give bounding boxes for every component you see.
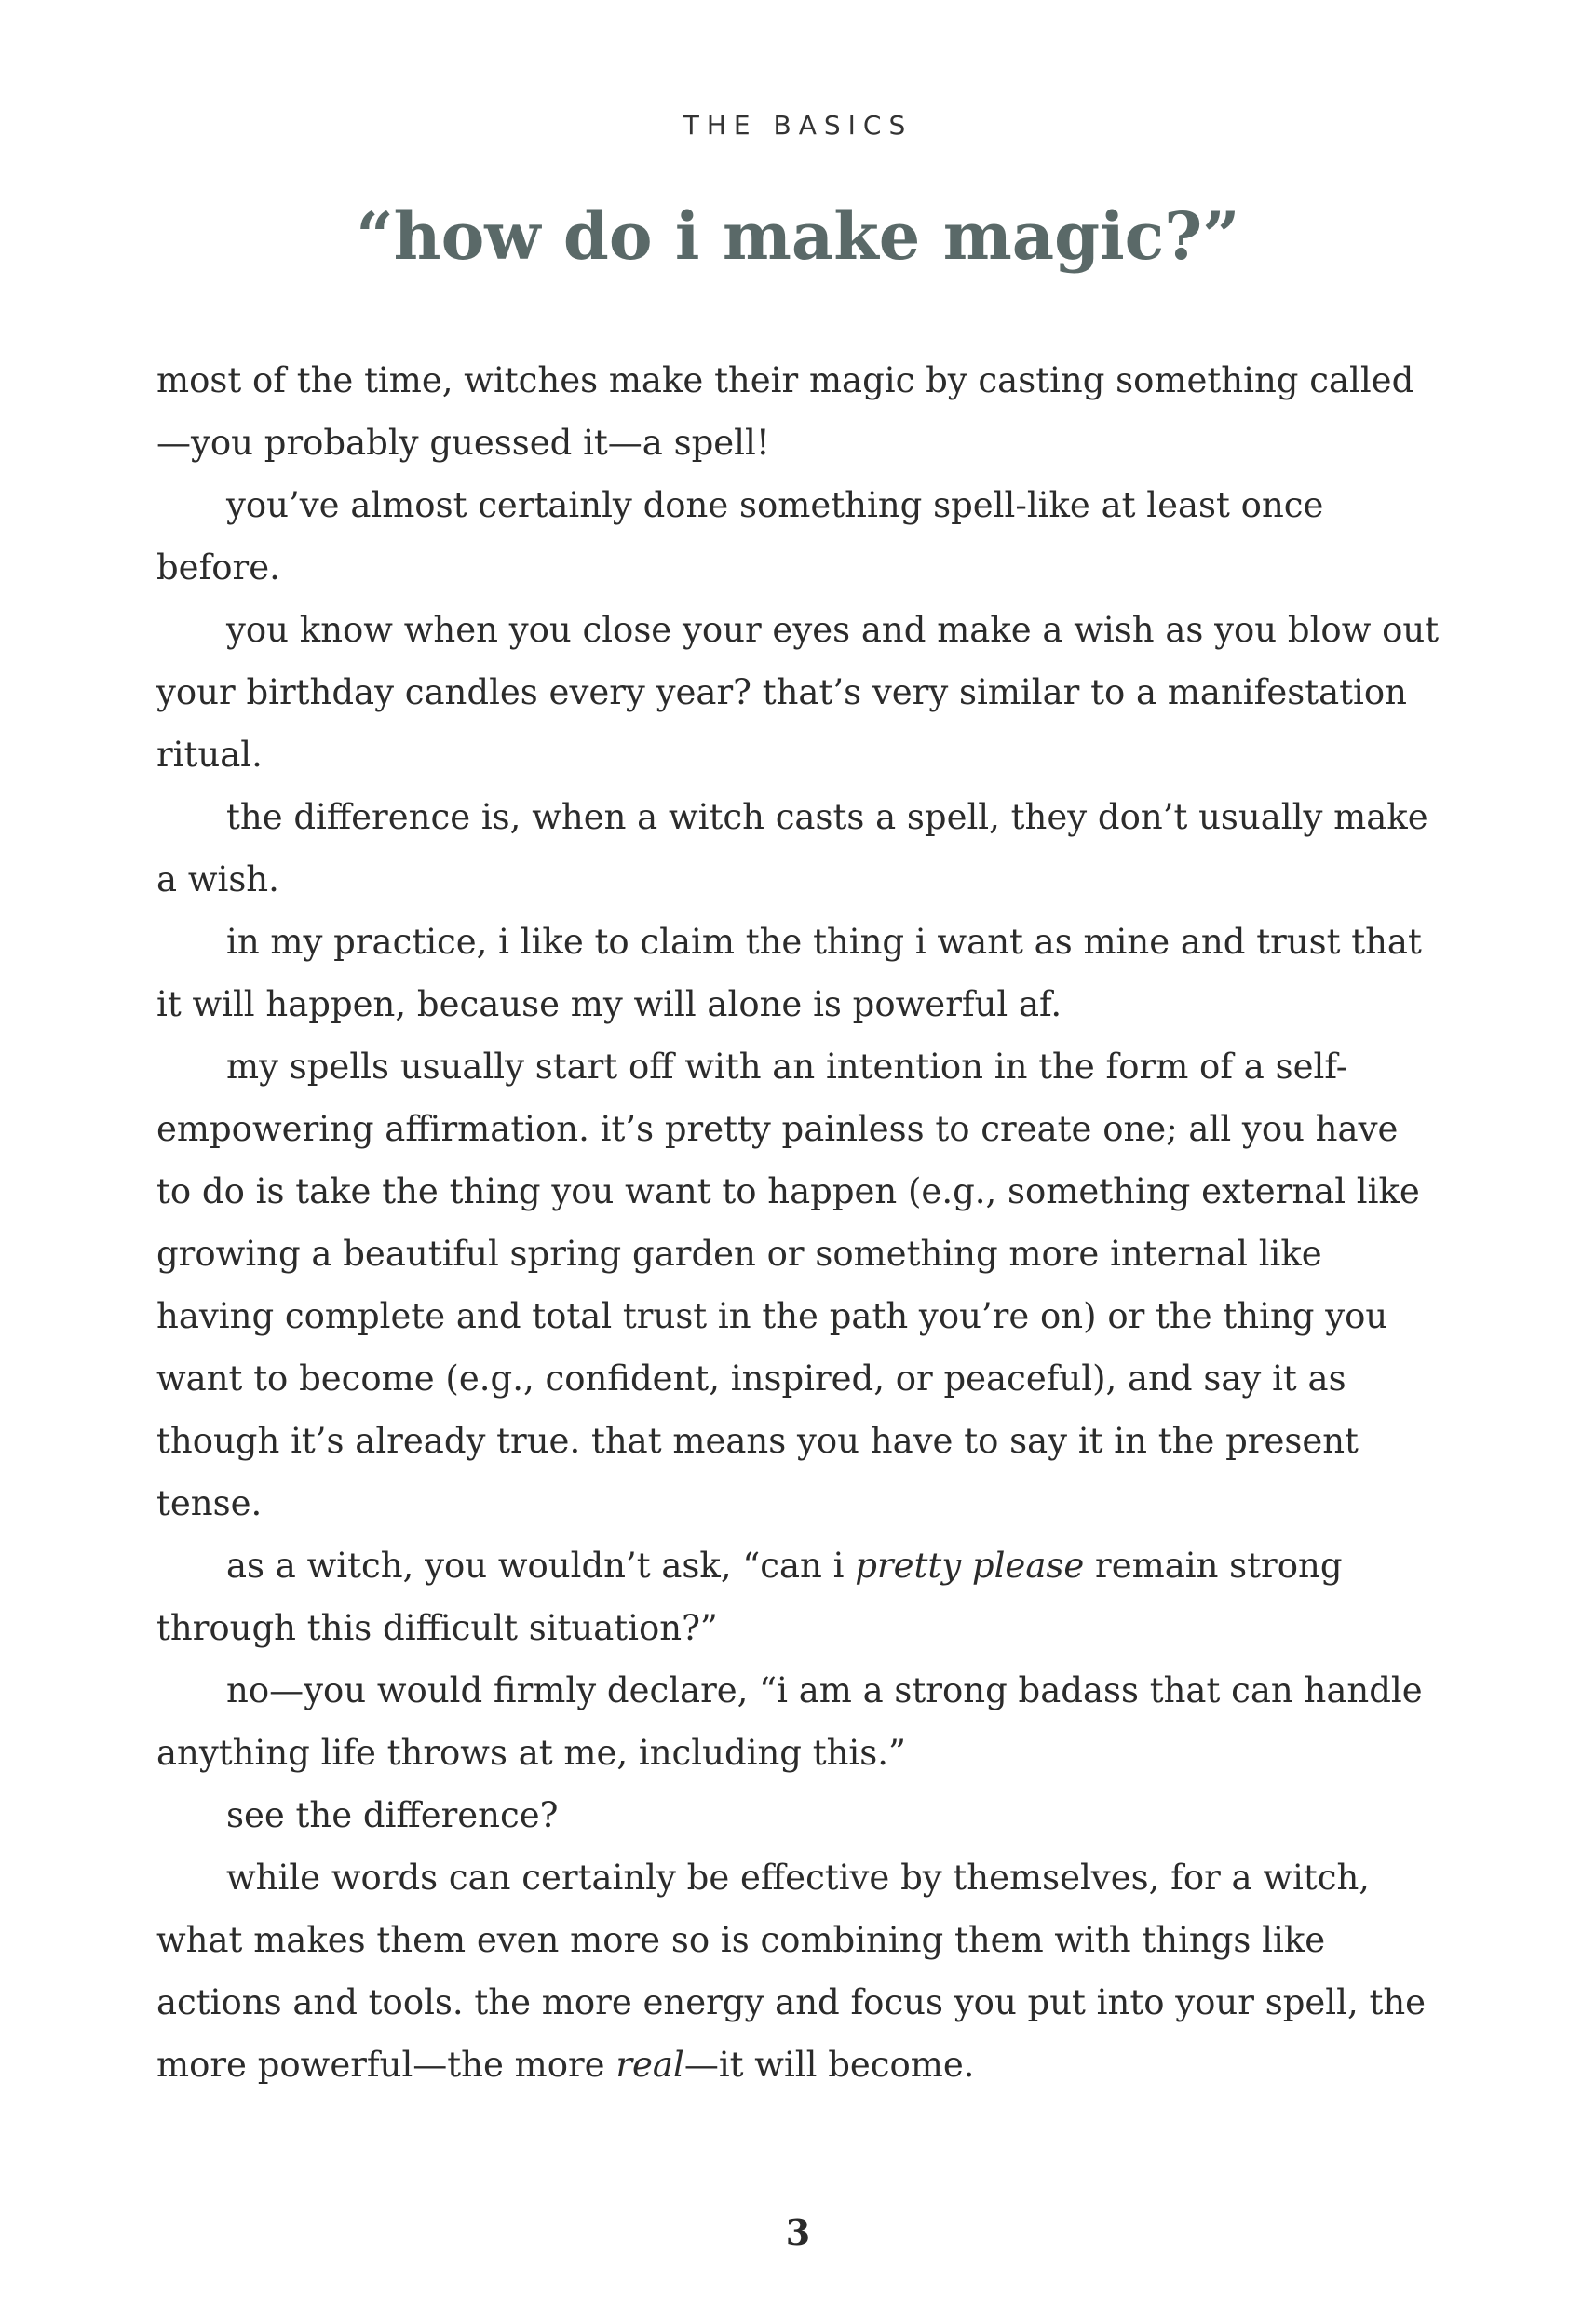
- paragraph-3: you know when you close your eyes and make a wish as you blow out your birthday candles every year? that’s very similar to a manifestation ritual.: [156, 610, 1440, 775]
- paragraph-7-emphasis: pretty please: [855, 1546, 1085, 1586]
- paragraph-6: my spells usually start off with an intention in the form of a self-empowering affirmation. it’s pretty painless to create one; all you have to do is take the thing you want to happen (e.g., something external like growing a beautiful spring garden or something more internal like having complete and total trust in the path you’re on) or the thing you want to become (e.g., confident, inspired, or peaceful), and say it as though it’s already true. that means you have to say it in the present tense.: [156, 1047, 1420, 1523]
- paragraph-4: the difference is, when a witch casts a spell, they don’t usually make a wish.: [156, 797, 1428, 899]
- chapter-title: “how do i make magic?”: [356, 197, 1240, 275]
- paragraph-1: most of the time, witches make their magic by casting something called—you probably guessed it—a spell!: [156, 360, 1414, 463]
- paragraph-7-after: remain strong through this difficult situation?”: [156, 1546, 1343, 1648]
- running-head: THE BASICS: [683, 110, 913, 141]
- paragraph-7-before: as a witch, you wouldn’t ask, “can i: [226, 1546, 856, 1586]
- paragraph-5: in my practice, i like to claim the thing i want as mine and trust that it will happen, because my will alone is powerful af.: [156, 922, 1422, 1024]
- body-text: [156, 349, 1441, 2096]
- paragraph-10-emphasis: real: [615, 2045, 684, 2085]
- paragraph-7: [156, 1534, 1441, 1659]
- paragraph-9: see the difference?: [226, 1795, 559, 1835]
- paragraph-10-after: —it will become.: [683, 2045, 975, 2085]
- paragraph-10: [156, 1846, 1441, 2096]
- paragraph-10-before: while words can certainly be effective by themselves, for a witch, what makes them even more so is combining them with things like actions and tools. the more energy and focus you put into your spell, the more powerful—the more: [156, 1858, 1427, 2085]
- paragraph-2: you’ve almost certainly done something spell-like at least once before.: [156, 485, 1324, 588]
- paragraph-8: no—you would firmly declare, “i am a strong badass that can handle anything life throws at me, including this.”: [156, 1670, 1423, 1773]
- page-number: 3: [785, 2211, 811, 2253]
